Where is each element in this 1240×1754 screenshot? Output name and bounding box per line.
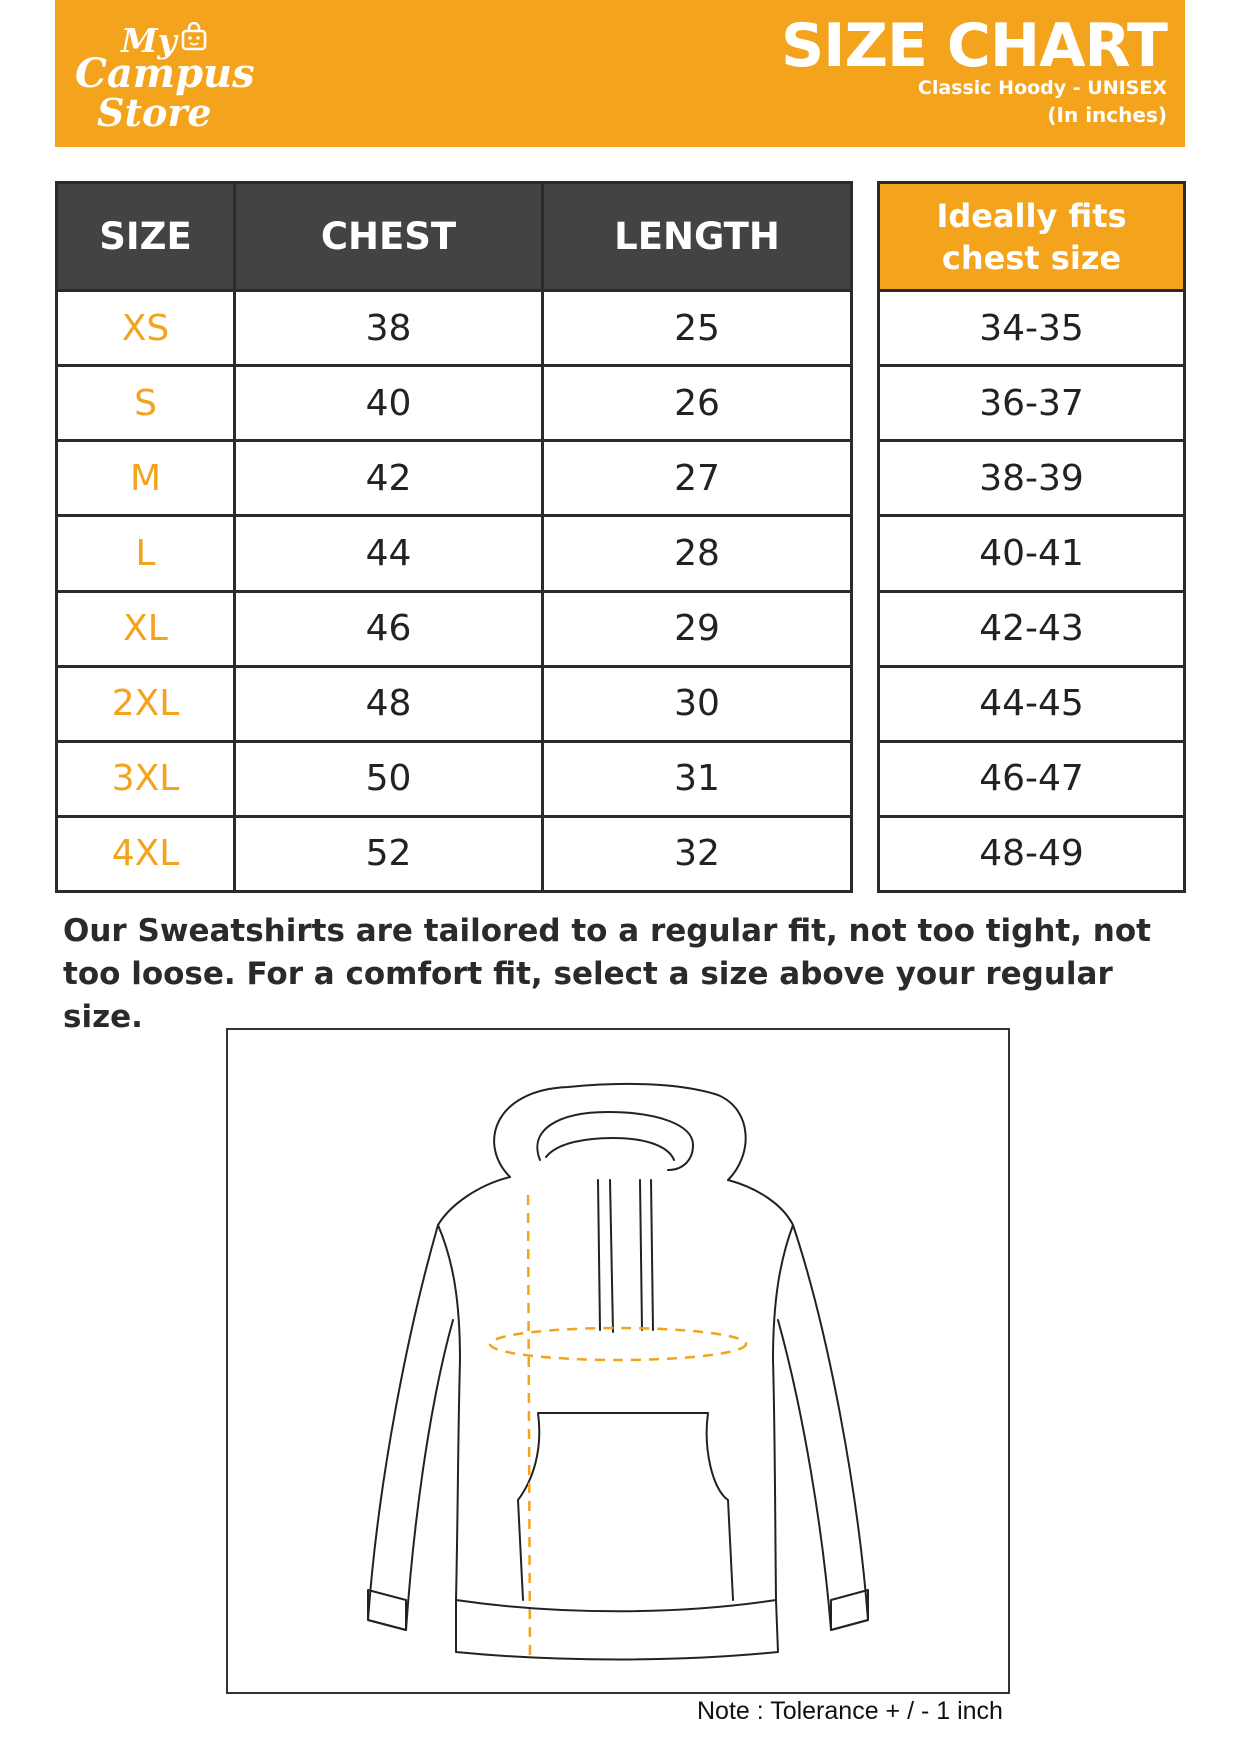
chest-cell: 52	[235, 816, 543, 891]
size-cell: 2XL	[57, 666, 235, 741]
fit-chest-cell: 46-47	[879, 741, 1185, 816]
chest-cell: 50	[235, 741, 543, 816]
logo-word-campus: Campus	[75, 50, 255, 97]
chest-cell: 42	[235, 441, 543, 516]
table-row	[57, 441, 852, 516]
size-cell: S	[57, 366, 235, 441]
table-row	[879, 591, 1185, 666]
fit-chest-cell: 38-39	[879, 441, 1185, 516]
fit-description: Our Sweatshirts are tailored to a regular fit, not too tight, not too loose. For a comfort fit, select a size above your regular size.	[63, 913, 1151, 1035]
chest-cell: 38	[235, 291, 543, 366]
chest-fit-table	[877, 181, 1186, 893]
size-cell: 3XL	[57, 741, 235, 816]
size-table-header-row	[57, 183, 852, 291]
fit-chest-cell: 40-41	[879, 516, 1185, 591]
size-cell: XS	[57, 291, 235, 366]
table-row	[879, 291, 1185, 366]
size-cell: M	[57, 441, 235, 516]
length-cell: 28	[543, 516, 852, 591]
length-cell: 32	[543, 816, 852, 891]
fit-heading-line1: Ideally fits	[936, 196, 1127, 235]
table-row	[57, 516, 852, 591]
table-row	[879, 366, 1185, 441]
brand-logo	[73, 16, 255, 135]
chest-cell: 48	[235, 666, 543, 741]
table-row	[57, 666, 852, 741]
fit-chest-cell: 48-49	[879, 816, 1185, 891]
table-row	[879, 441, 1185, 516]
fit-chest-cell: 44-45	[879, 666, 1185, 741]
table-row	[879, 516, 1185, 591]
length-cell: 27	[543, 441, 852, 516]
column-header-chest: CHEST	[235, 183, 543, 291]
tolerance-note: Note : Tolerance + / - 1 inch	[697, 1697, 1003, 1725]
fit-heading-line2: chest size	[941, 238, 1122, 277]
table-row	[57, 366, 852, 441]
column-header-length: LENGTH	[543, 183, 852, 291]
fit-chest-cell: 36-37	[879, 366, 1185, 441]
length-cell: 25	[543, 291, 852, 366]
fit-chest-cell: 42-43	[879, 591, 1185, 666]
table-row	[57, 591, 852, 666]
table-row	[879, 816, 1185, 891]
logo-word-my: My	[121, 21, 177, 60]
hoodie-measurement-icon	[228, 1030, 1008, 1692]
chest-cell: 40	[235, 366, 543, 441]
size-cell: XL	[57, 591, 235, 666]
hoodie-illustration	[226, 1028, 1010, 1694]
page-title: SIZE CHART	[780, 11, 1167, 81]
length-cell: 29	[543, 591, 852, 666]
column-header-size: SIZE	[57, 183, 235, 291]
header-banner	[55, 0, 1185, 147]
table-row	[879, 666, 1185, 741]
size-cell: 4XL	[57, 816, 235, 891]
column-header-ideal-fit	[879, 183, 1185, 291]
chest-cell: 46	[235, 591, 543, 666]
table-row	[879, 741, 1185, 816]
shopping-bag-icon	[179, 22, 209, 52]
product-subtitle: Classic Hoody - UNISEX	[917, 77, 1167, 99]
table-row	[57, 741, 852, 816]
measurement-unit: (In inches)	[1047, 103, 1167, 127]
fit-table-header-row	[879, 183, 1185, 291]
size-cell: L	[57, 516, 235, 591]
length-cell: 26	[543, 366, 852, 441]
fit-chest-cell: 34-35	[879, 291, 1185, 366]
length-cell: 30	[543, 666, 852, 741]
length-cell: 31	[543, 741, 852, 816]
logo-word-store: Store	[97, 90, 212, 135]
chest-cell: 44	[235, 516, 543, 591]
table-row	[57, 816, 852, 891]
size-table	[55, 181, 853, 893]
table-row	[57, 291, 852, 366]
